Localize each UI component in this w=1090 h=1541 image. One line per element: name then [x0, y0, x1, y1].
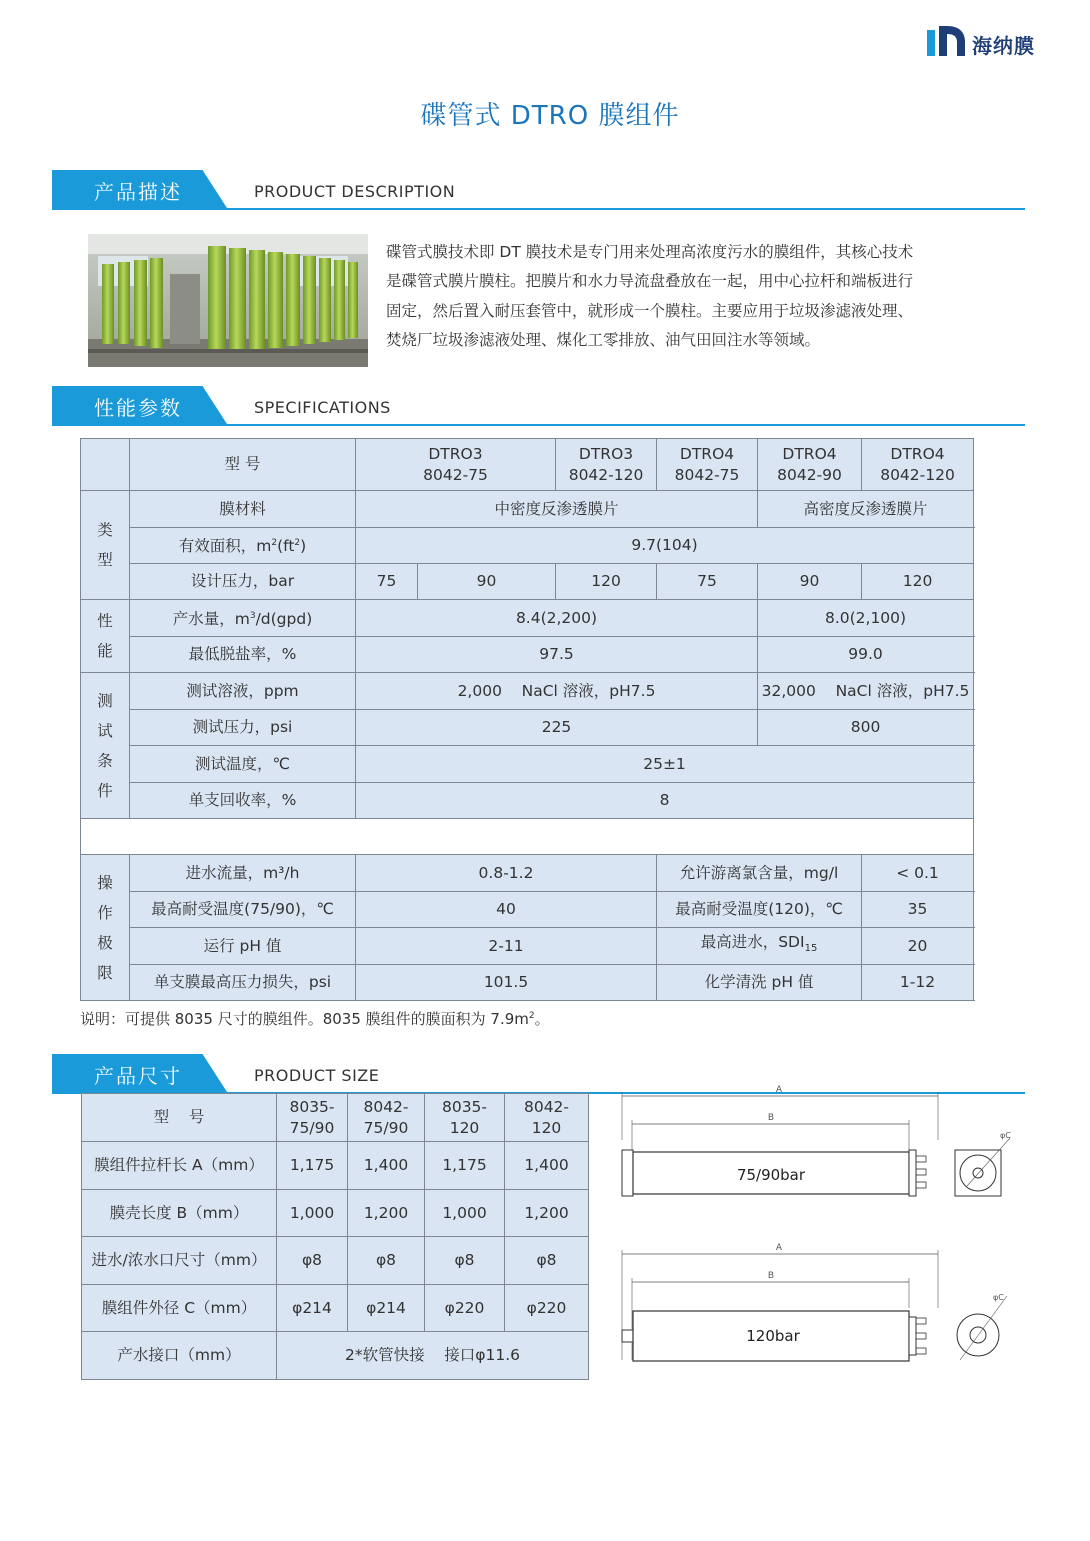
table-row — [81, 965, 974, 1001]
model-cell: 8042- 75/90 — [348, 1094, 425, 1142]
cell-value: 97.5 — [356, 637, 758, 673]
table-row — [81, 491, 974, 528]
cell-value: φ8 — [277, 1237, 348, 1285]
cell-value: 9.7(104) — [356, 528, 974, 564]
table-row — [81, 600, 974, 637]
row-label: 单支回收率，% — [130, 783, 356, 819]
group-perf: 性 能 — [81, 600, 130, 673]
cell-value: 90 — [758, 564, 862, 600]
cell-value: 高密度反渗透膜片 — [758, 491, 974, 528]
section-header-description — [52, 170, 1025, 210]
cell-value: 225 — [356, 710, 758, 746]
dimension-c-label: φC — [993, 1293, 1004, 1302]
table-spacer-row — [81, 819, 974, 855]
dimension-a-label: A — [775, 1085, 783, 1095]
row-label: 产水接口（mm） — [82, 1332, 277, 1380]
cell-value: 1,400 — [348, 1142, 425, 1190]
cell-value: 8.0(2,100) — [758, 600, 974, 637]
pressure-label: 120bar — [746, 1327, 800, 1345]
model-header: 型 号 — [82, 1094, 277, 1142]
cell-value: < 0.1 — [862, 855, 974, 892]
table-row — [81, 892, 974, 928]
cell-value: 25±1 — [356, 746, 974, 783]
section-title-cn: 产品尺寸 — [94, 1064, 182, 1088]
description-line: 焚烧厂垃圾渗滤液处理、煤化工零排放、油气田回注水等领域。 — [386, 330, 821, 349]
table-row — [82, 1237, 589, 1285]
cell-value: 2*软管快接 接口φ11.6 — [277, 1332, 589, 1380]
table-row — [82, 1094, 589, 1142]
logo-text: 海纳膜 — [972, 34, 1035, 58]
section-title-en: SPECIFICATIONS — [254, 398, 391, 417]
row-label: 允许游离氯含量，mg/l — [657, 855, 862, 892]
dimension-diagram-75-90 — [615, 1080, 1020, 1220]
cell-value: 35 — [862, 892, 974, 928]
section-title-cn: 产品描述 — [94, 180, 182, 204]
row-label: 有效面积，$m^2(ft^2)$ — [130, 528, 356, 564]
group-type: 类 型 — [81, 491, 130, 600]
cell-value: 20 — [862, 928, 974, 965]
cell-value: 32,000 NaCl 溶液，pH7.5 — [758, 673, 974, 710]
model-cell: 8035- 75/90 — [277, 1094, 348, 1142]
table-row — [81, 673, 974, 710]
row-label: 进水流量，m³/h — [130, 855, 356, 892]
cell-value: 800 — [758, 710, 974, 746]
section-title-en: PRODUCT DESCRIPTION — [254, 182, 456, 201]
cell-value: 2-11 — [356, 928, 657, 965]
cell-value: φ214 — [277, 1285, 348, 1332]
cell-value: 8 — [356, 783, 974, 819]
table-row — [81, 528, 974, 564]
cell-value: φ8 — [425, 1237, 505, 1285]
model-cell: 8035- 120 — [425, 1094, 505, 1142]
cell-value: 1,000 — [277, 1190, 348, 1237]
table-row — [81, 746, 974, 783]
row-label: 膜壳长度 B（mm） — [82, 1190, 277, 1237]
cell-value: 2,000 NaCl 溶液，pH7.5 — [356, 673, 758, 710]
row-label: 进水/浓水口尺寸（mm） — [82, 1237, 277, 1285]
cell-value: 120 — [556, 564, 657, 600]
cell-value: 1,400 — [505, 1142, 589, 1190]
model-cell: DTRO4 8042-120 — [862, 439, 974, 491]
brand-logo — [925, 24, 1055, 60]
description-line: 固定，然后置入耐压套管中，就形成一个膜柱。主要应用于垃圾渗滤液处理、 — [386, 301, 914, 320]
cell-value: 90 — [418, 564, 556, 600]
dimension-diagram-120 — [615, 1238, 1020, 1378]
table-row — [81, 439, 974, 491]
cell-value: 120 — [862, 564, 974, 600]
row-label: 单支膜最高压力损失，psi — [130, 965, 356, 1001]
cell-value: 40 — [356, 892, 657, 928]
section-title-cn: 性能参数 — [94, 396, 182, 420]
model-cell: 8042- 120 — [505, 1094, 589, 1142]
row-label: 膜组件外径 C（mm） — [82, 1285, 277, 1332]
description-line: 是碟管式膜片膜柱。把膜片和水力导流盘叠放在一起，用中心拉杆和端板进行 — [386, 272, 914, 291]
table-row — [81, 564, 974, 600]
model-cell: DTRO3 8042-120 — [556, 439, 657, 491]
row-label: 最低脱盐率，% — [130, 637, 356, 673]
table-row — [82, 1285, 589, 1332]
row-label: 测试压力，psi — [130, 710, 356, 746]
document-title: 碟管式 DTRO 膜组件 — [420, 101, 680, 131]
membrane-columns-image — [88, 234, 368, 367]
dimension-a-label: A — [775, 1243, 783, 1253]
row-label: 设计压力，bar — [130, 564, 356, 600]
pressure-label: 75/90bar — [736, 1166, 806, 1184]
section-divider — [52, 208, 1025, 210]
cell-value: 8.4(2,200) — [356, 600, 758, 637]
section-divider — [52, 424, 1025, 426]
section-header-specifications — [52, 386, 1025, 426]
table-row — [81, 928, 974, 965]
cell-value: 1,200 — [505, 1190, 589, 1237]
model-cell: DTRO4 8042-90 — [758, 439, 862, 491]
product-photo — [88, 234, 368, 367]
cell-value: 1,175 — [277, 1142, 348, 1190]
table-row — [81, 855, 974, 892]
spacer-cell — [81, 819, 974, 855]
logo-mark-icon — [925, 24, 971, 60]
row-label: 最高进水，$SDI_{15}$ — [657, 928, 862, 965]
cell-value: 101.5 — [356, 965, 657, 1001]
row-label: 膜组件拉杆长 A（mm） — [82, 1142, 277, 1190]
row-label: 最高耐受温度(120)，℃ — [657, 892, 862, 928]
group-ops: 操 作 极 限 — [81, 855, 130, 1001]
row-label: 运行 pH 值 — [130, 928, 356, 965]
row-label: 产水量，$m^3/d(gpd)$ — [130, 600, 356, 637]
table-row — [82, 1190, 589, 1237]
cell-value: 1,175 — [425, 1142, 505, 1190]
row-label: 测试温度，℃ — [130, 746, 356, 783]
cell-value: φ8 — [348, 1237, 425, 1285]
cell-value: φ8 — [505, 1237, 589, 1285]
table-row — [81, 637, 974, 673]
model-header: 型 号 — [130, 439, 356, 491]
description-line: 碟管式膜技术即 DT 膜技术是专门用来处理高浓度污水的膜组件，其核心技术 — [386, 243, 914, 261]
product-description — [386, 238, 986, 355]
table-row — [81, 710, 974, 746]
dimension-c-label: φC — [1000, 1131, 1011, 1140]
cell-value: 0.8-1.2 — [356, 855, 657, 892]
cell-value: 75 — [657, 564, 758, 600]
row-label: 化学清洗 pH 值 — [657, 965, 862, 1001]
row-label: 最高耐受温度(75/90)，℃ — [130, 892, 356, 928]
model-cell: DTRO3 8042-75 — [356, 439, 556, 491]
table-row — [81, 783, 974, 819]
table-row — [82, 1142, 589, 1190]
specifications-table — [80, 438, 974, 1001]
cell-value: 75 — [356, 564, 418, 600]
cell-value: 99.0 — [758, 637, 974, 673]
cell-value: φ214 — [348, 1285, 425, 1332]
model-cell: DTRO4 8042-75 — [657, 439, 758, 491]
dimension-b-label: B — [767, 1113, 775, 1123]
footnote: 说明：可提供 8035 尺寸的膜组件。8035 膜组件的膜面积为 $7.9m^2$。 — [80, 1010, 550, 1028]
cell-value: φ220 — [425, 1285, 505, 1332]
section-title-en: PRODUCT SIZE — [254, 1066, 380, 1085]
cell-value: φ220 — [505, 1285, 589, 1332]
dimension-b-label: B — [767, 1271, 775, 1281]
size-table — [81, 1093, 589, 1380]
cell-value: 1,200 — [348, 1190, 425, 1237]
row-label: 膜材料 — [130, 491, 356, 528]
blank-cell — [81, 439, 130, 491]
cell-value: 1-12 — [862, 965, 974, 1001]
cell-value: 中密度反渗透膜片 — [356, 491, 758, 528]
table-row — [82, 1332, 589, 1380]
cell-value: 1,000 — [425, 1190, 505, 1237]
row-label: 测试溶液，ppm — [130, 673, 356, 710]
group-test: 测 试 条 件 — [81, 673, 130, 819]
